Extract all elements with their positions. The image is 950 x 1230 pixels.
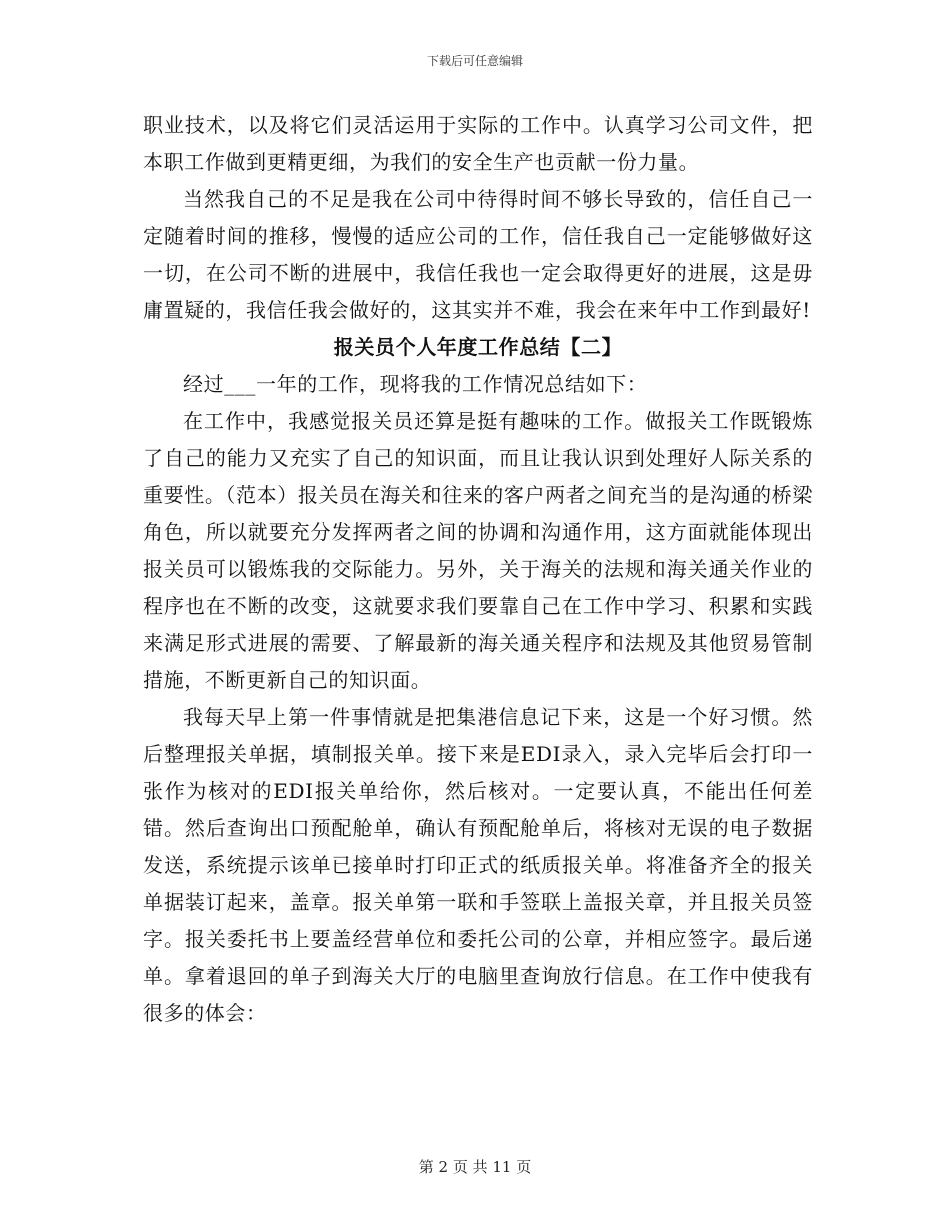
- section-paragraph-3: 我每天早上第一件事情就是把集港信息记下来，这是一个好习惯。然后整理报关单据，填制报关单。接下来是EDI录入，录入完毕后会打印一张作为核对的EDI报关单给你，然后核对。一定要认真，不能出任何差错。然后查询出口预配舱单，确认有预配舱单后，将核对无误的电子数据发送，系统提示该单已接单时打印正式的纸质报关单。将准备齐全的报关单据装订起来，盖章。报关单第一联和手签联上盖报关章，并且报关员签字。报关委托书上要盖经营单位和委托公司的公章，并相应签字。最后递单。拿着退回的单子到海关大厅的电脑里查询放行信息。在工作中使我有很多的体会：: [143, 705, 813, 1025]
- section-paragraph-2: 在工作中，我感觉报关员还算是挺有趣味的工作。做报关工作既锻炼了自己的能力又充实了自己的知识面，而且让我认识到处理好人际关系的重要性。（范本）报关员在海关和往来的客户两者之间充当的是沟通的桥梁角色，所以就要充分发挥两者之间的协调和沟通作用，这方面就能体现出报关员可以锻炼我的交际能力。另外，关于海关的法规和海关通关作业的程序也在不断的改变，这就要求我们要靠自己在工作中学习、积累和实践来满足形式进展的需要、了解最新的海关通关程序和法规及其他贸易管制措施，不断更新自己的知识面。: [143, 409, 813, 692]
- section-title: 报关员个人年度工作总结【二】: [333, 335, 623, 359]
- page-number: 第 2 页 共 11 页: [418, 1158, 532, 1176]
- page-header: 下载后可任意编辑: [426, 54, 523, 68]
- document-body: [143, 107, 813, 1032]
- paragraph-1: 职业技术，以及将它们灵活运用于实际的工作中。认真学习公司文件，把本职工作做到更精更细，为我们的安全生产也贡献一份力量。: [143, 113, 813, 174]
- paragraph-2: 当然我自己的不足是我在公司中待得时间不够长导致的，信任自己一定随着时间的推移，慢慢的适应公司的工作，信任我自己一定能够做好这一切，在公司不断的进展中，我信任我也一定会取得更好的进展，这是毋庸置疑的，我信任我会做好的，这其实并不难，我会在来年中工作到最好!: [143, 187, 813, 322]
- section-paragraph-1: 经过___一年的工作，现将我的工作情况总结如下：: [183, 372, 648, 396]
